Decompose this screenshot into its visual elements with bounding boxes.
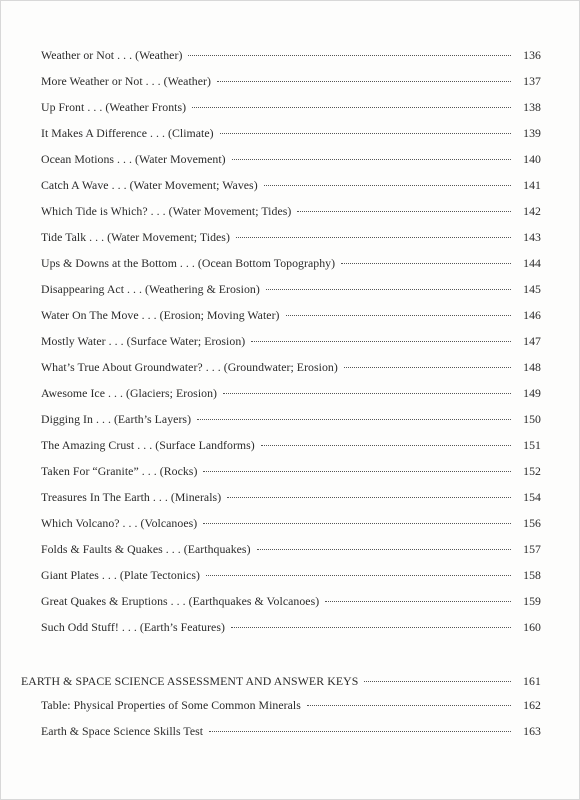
dot-leader xyxy=(257,549,511,550)
section-entry-list xyxy=(41,698,541,750)
dot-leader xyxy=(364,681,511,682)
toc-entry xyxy=(41,74,541,100)
dot-leader xyxy=(341,263,511,264)
toc-entry-page: 151 xyxy=(523,438,541,452)
toc-entry xyxy=(41,126,541,152)
dot-leader xyxy=(297,211,511,212)
toc-entry-title: Digging In . . . (Earth’s Layers) xyxy=(41,412,192,426)
toc-entry-page: 141 xyxy=(523,178,541,192)
toc-entry-title: Table: Physical Properties of Some Common Minerals xyxy=(41,698,301,712)
toc-entry-page: 160 xyxy=(523,620,541,634)
dot-leader xyxy=(286,315,511,316)
toc-entry-title: Mostly Water . . . (Surface Water; Erosion) xyxy=(41,334,246,348)
toc-entry xyxy=(41,308,541,334)
toc-entry-page: 136 xyxy=(523,48,541,62)
toc-entry-page: 156 xyxy=(523,516,541,530)
toc-entry-title: Weather or Not . . . (Weather) xyxy=(41,48,183,62)
toc-entry xyxy=(41,282,541,308)
toc-entry-title: Such Odd Stuff! . . . (Earth’s Features) xyxy=(41,620,225,634)
toc-entry-page: 148 xyxy=(523,360,541,374)
toc-entry-page: 154 xyxy=(523,490,541,504)
toc-entry-page: 146 xyxy=(523,308,541,322)
toc-entry-page: 163 xyxy=(523,724,541,738)
toc-entry-title: Treasures In The Earth . . . (Minerals) xyxy=(41,490,222,504)
toc-entry-page: 149 xyxy=(523,386,541,400)
toc-entry-page: 138 xyxy=(523,100,541,114)
dot-leader xyxy=(192,107,511,108)
toc-entry xyxy=(41,412,541,438)
dot-leader xyxy=(203,523,511,524)
dot-leader xyxy=(188,55,511,56)
dot-leader xyxy=(206,575,511,576)
toc-entry-title: Giant Plates . . . (Plate Tectonics) xyxy=(41,568,200,582)
toc-entry-title: Which Volcano? . . . (Volcanoes) xyxy=(41,516,198,530)
toc-entry xyxy=(41,698,541,724)
toc-entry xyxy=(41,360,541,386)
toc-entry-page: 162 xyxy=(523,698,541,712)
toc-entry-page: 145 xyxy=(523,282,541,296)
toc-entry xyxy=(41,542,541,568)
dot-leader xyxy=(220,133,511,134)
toc-entry-page: 144 xyxy=(523,256,541,270)
toc-entry xyxy=(41,490,541,516)
toc-entry xyxy=(41,386,541,412)
toc-entry xyxy=(41,516,541,542)
toc-entry-title: More Weather or Not . . . (Weather) xyxy=(41,74,211,88)
toc-entry-page: 157 xyxy=(523,542,541,556)
toc-list xyxy=(41,48,541,646)
dot-leader xyxy=(307,705,511,706)
toc-entry-title: It Makes A Difference . . . (Climate) xyxy=(41,126,214,140)
dot-leader xyxy=(325,601,511,602)
toc-entry-title: Water On The Move . . . (Erosion; Moving Water) xyxy=(41,308,280,322)
toc-entry-title: Tide Talk . . . (Water Movement; Tides) xyxy=(41,230,230,244)
dot-leader xyxy=(251,341,511,342)
dot-leader xyxy=(344,367,511,368)
dot-leader xyxy=(232,159,511,160)
section-heading-title: EARTH & SPACE SCIENCE ASSESSMENT AND ANSWER KEYS xyxy=(21,674,359,688)
toc-entry-title: Which Tide is Which? . . . (Water Movement; Tides) xyxy=(41,204,292,218)
dot-leader xyxy=(197,419,511,420)
toc-entry-page: 142 xyxy=(523,204,541,218)
toc-entry xyxy=(41,464,541,490)
dot-leader xyxy=(223,393,511,394)
toc-entry xyxy=(41,594,541,620)
toc-entry-title: The Amazing Crust . . . (Surface Landforms) xyxy=(41,438,255,452)
section-heading xyxy=(21,674,541,700)
toc-entry-title: Great Quakes & Eruptions . . . (Earthquakes & Volcanoes) xyxy=(41,594,320,608)
toc-entry-page: 147 xyxy=(523,334,541,348)
toc-entry xyxy=(41,230,541,256)
dot-leader xyxy=(236,237,511,238)
toc-entry-title: Taken For “Granite” . . . (Rocks) xyxy=(41,464,198,478)
toc-entry-title: What’s True About Groundwater? . . . (Groundwater; Erosion) xyxy=(41,360,338,374)
dot-leader xyxy=(261,445,511,446)
toc-entry xyxy=(41,568,541,594)
toc-entry-page: 150 xyxy=(523,412,541,426)
toc-entry-page: 158 xyxy=(523,568,541,582)
toc-entry-page: 140 xyxy=(523,152,541,166)
dot-leader xyxy=(264,185,511,186)
toc-entry-title: Ups & Downs at the Bottom . . . (Ocean Bottom Topography) xyxy=(41,256,336,270)
dot-leader xyxy=(231,627,511,628)
toc-entry-page: 139 xyxy=(523,126,541,140)
dot-leader xyxy=(203,471,511,472)
toc-entry xyxy=(41,100,541,126)
toc-entry-title: Earth & Space Science Skills Test xyxy=(41,724,204,738)
toc-entry xyxy=(41,178,541,204)
toc-entry-title: Catch A Wave . . . (Water Movement; Waves) xyxy=(41,178,258,192)
dot-leader xyxy=(266,289,511,290)
toc-entry xyxy=(41,620,541,646)
toc-entry-title: Up Front . . . (Weather Fronts) xyxy=(41,100,187,114)
toc-entry-page: 159 xyxy=(523,594,541,608)
toc-entry-title: Ocean Motions . . . (Water Movement) xyxy=(41,152,226,166)
toc-entry-title: Folds & Faults & Quakes . . . (Earthquakes) xyxy=(41,542,251,556)
toc-entry-page: 143 xyxy=(523,230,541,244)
dot-leader xyxy=(217,81,511,82)
toc-entry xyxy=(41,48,541,74)
toc-entry-title: Disappearing Act . . . (Weathering & Erosion) xyxy=(41,282,260,296)
toc-entry xyxy=(41,204,541,230)
toc-entry-page: 137 xyxy=(523,74,541,88)
toc-entry-page: 152 xyxy=(523,464,541,478)
toc-entry xyxy=(41,724,541,750)
dot-leader xyxy=(227,497,511,498)
toc-entry xyxy=(41,256,541,282)
toc-entry-title: Awesome Ice . . . (Glaciers; Erosion) xyxy=(41,386,218,400)
section-heading-page: 161 xyxy=(523,674,541,688)
toc-entry xyxy=(41,334,541,360)
dot-leader xyxy=(209,731,511,732)
toc-entry xyxy=(41,152,541,178)
toc-entry xyxy=(41,438,541,464)
